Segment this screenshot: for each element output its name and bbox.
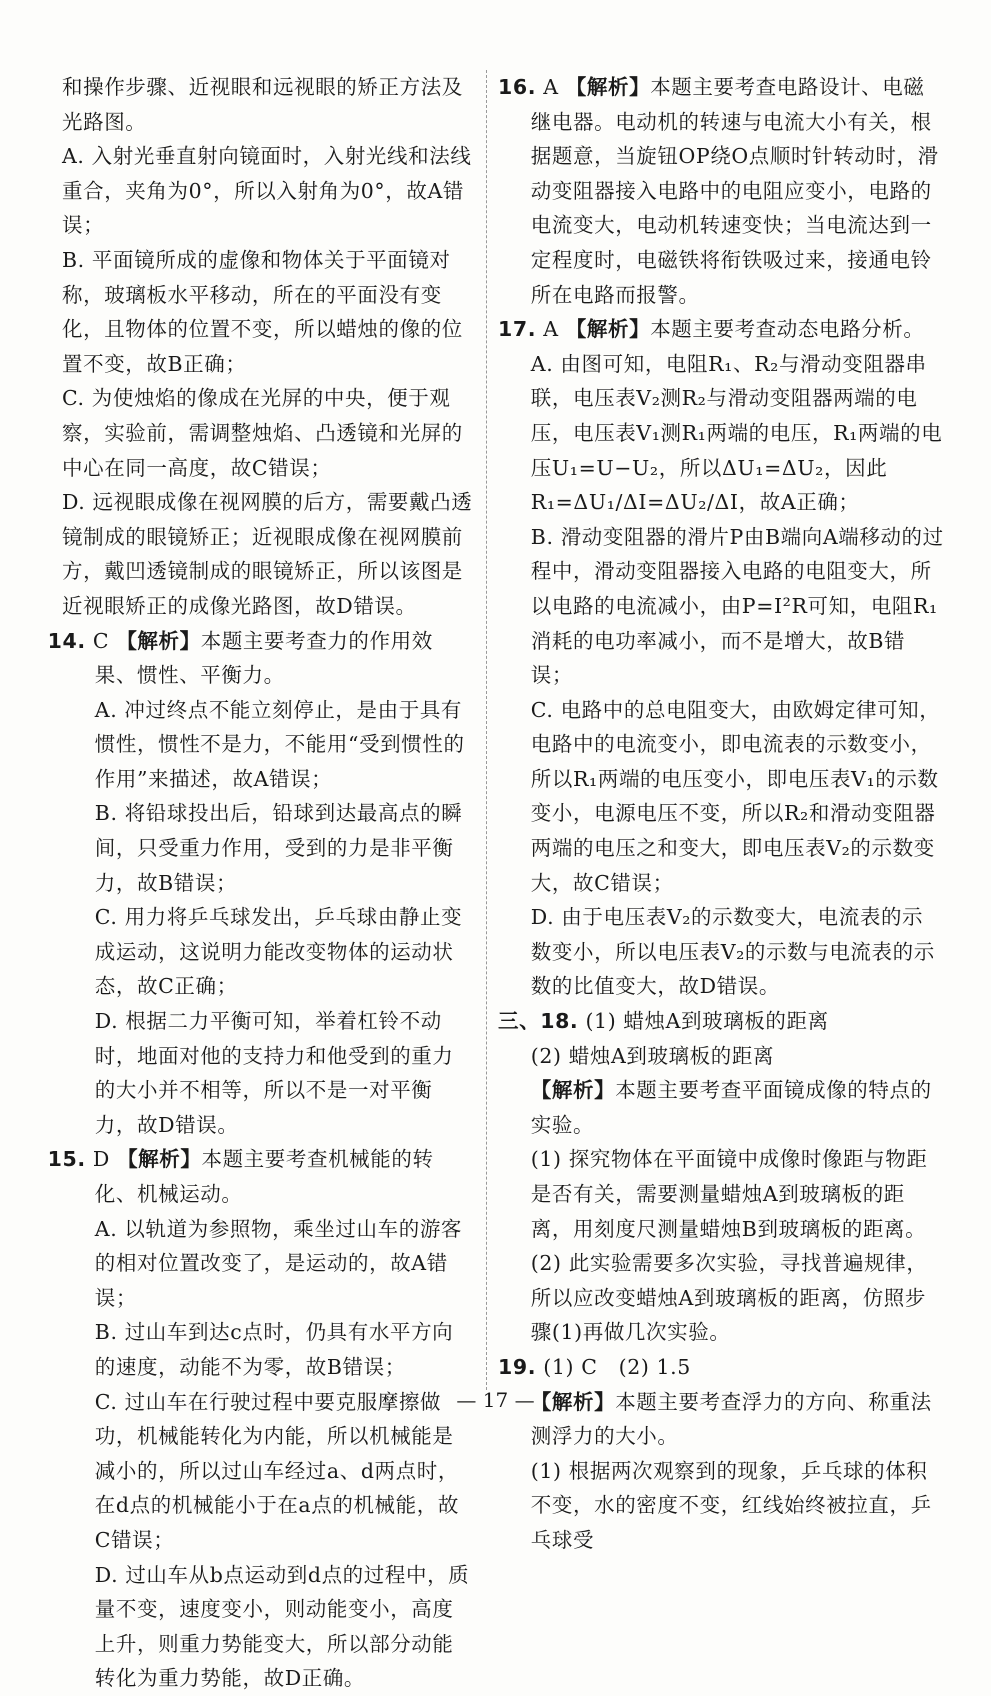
q15-intro: 本题主要考查机械能的转化、机械运动。 xyxy=(94,1147,434,1206)
q17-intro: 本题主要考查动态电路分析。 xyxy=(650,317,925,342)
q16-answer: A xyxy=(543,75,559,99)
q18-item-2: (2) 此实验需要多次实验，寻找普遍规律，所以应改变蜡烛A到玻璃板的距离，仿照步骤(1)再做几次实验。 xyxy=(530,1251,928,1345)
q13-option-a: A. 入射光垂直射向镜面时，入射光线和法线重合，夹角为0°，所以入射角为0°，故A错误； xyxy=(62,144,472,238)
q18-analysis-intro xyxy=(498,1073,944,1142)
q15-option-b: B. 过山车到达c点时，仍具有水平方向的速度，动能不为零，故B错误； xyxy=(94,1320,454,1379)
q17-option-b: B. 滑动变阻器的滑片P由B端向A端移动的过程中，滑动变阻器接入电路的电阻变大，所以电路的电流减小，由P=I²R可知，电阻R₁消耗的电功率减小，而不是增大，故B错误； xyxy=(530,524,944,688)
q16-tag: 【解析】 xyxy=(565,75,651,99)
q15-tag: 【解析】 xyxy=(117,1147,202,1172)
q14-option-b: B. 将铅球投出后，铅球到达最高点的瞬间，只受重力作用，受到的力是非平衡力，故B错误； xyxy=(94,801,463,895)
q13-line: 和操作步骤、近视眼和远视眼的矫正方法及光路图。 xyxy=(62,75,463,134)
q15-header xyxy=(47,1142,474,1211)
q19-intro: 本题主要考查浮力的方向、称重法测浮力的大小。 xyxy=(530,1389,932,1449)
q14-header xyxy=(47,624,474,693)
q14-tag: 【解析】 xyxy=(116,628,201,653)
q16-block xyxy=(498,70,944,312)
q19-answer: (1) C (2) 1.5 xyxy=(543,1354,691,1379)
q19-tag: 【解析】 xyxy=(530,1389,616,1414)
q13-option-b: B. 平面镜所成的虚像和物体关于平面镜对称，玻璃板水平移动，所在的平面没有变化，且物体的位置不变，所以蜡烛的像的位置不变，故B正确； xyxy=(62,247,463,376)
q18-tag: 【解析】 xyxy=(530,1078,616,1103)
q18-header xyxy=(498,1004,944,1039)
q18-answer-1: (1) 蜡烛A到玻璃板的距离 xyxy=(585,1009,829,1034)
q17-number: 17. xyxy=(498,317,537,342)
left-column xyxy=(47,70,474,1696)
q19-item-1: (1) 根据两次观察到的现象，乒乓球的体积不变，水的密度不变，红线始终被拉直，乒乓球受 xyxy=(530,1458,932,1552)
q17-option-a: A. 由图可知，电阻R₁、R₂与滑动变阻器串联，电压表V₂测R₂与滑动变阻器两端的电压，电压表V₁测R₁两端的电压，R₁两端的电压U₁=U−U₂，所以ΔU₁=ΔU₂，因此R₁=ΔU₁/ΔI=ΔU₂/ΔI，故A正确； xyxy=(530,351,943,515)
section-3-label: 三、 xyxy=(498,1009,541,1034)
q16-number: 16. xyxy=(498,75,537,99)
q19-number: 19. xyxy=(498,1354,537,1379)
q18-item-1: (1) 探究物体在平面镜中成像时像距与物距是否有关，需要测量蜡烛A到玻璃板的距离，用刻度尺测量蜡烛B到玻璃板的距离。 xyxy=(530,1147,928,1241)
q15-option-a: A. 以轨道为参照物，乘坐过山车的游客的相对位置改变了，是运动的，故A错误； xyxy=(94,1216,463,1310)
column-divider xyxy=(486,70,487,1390)
q17-option-d: D. 由于电压表V₂的示数变大，电流表的示数变小，所以电压表V₂的示数与电流表的示数的比值变大，故D错误。 xyxy=(530,905,935,999)
q16-body: 本题主要考查电路设计、电磁继电器。电动机的转速与电流大小有关，根据题意，当旋钮OP绕O点顺时针转动时，滑动变阻器接入电路中的电阻应变小，电路的电流变大，电动机转速变快；当电流达到一定程度时，电磁铁将衔铁吸过来，接通电铃所在电路而报警。 xyxy=(530,75,939,307)
q17-tag: 【解析】 xyxy=(565,317,651,342)
q14-number: 14. xyxy=(47,628,86,653)
q14-intro: 本题主要考查力的作用效果、惯性、平衡力。 xyxy=(94,628,433,688)
q17-option-c: C. 电路中的总电阻变大，由欧姆定律可知，电路中的电流变小，即电流表的示数变小，所以R₁两端的电压变小，即电压表V₁的示数变小，电源电压不变，所以R₂和滑动变阻器两端的电压之和变大，即电压表V₂的示数变大，故C错误； xyxy=(530,697,941,895)
q15-option-d: D. 过山车从b点运动到d点的过程中，质量不变，速度变小，则动能变小，高度上升，则重力势能变大，所以部分动能转化为重力势能，故D正确。 xyxy=(94,1562,470,1691)
q18-answer-2: (2) 蜡烛A到玻璃板的距离 xyxy=(530,1043,775,1068)
right-column xyxy=(498,70,944,1558)
q15-option-c: C. 过山车在行驶过程中要克服摩擦做功，机械能转化为内能，所以机械能是减小的，所以过山车经过a、d两点时，在d点的机械能小于在a点的机械能，故C错误； xyxy=(94,1389,459,1552)
q14-option-a: A. 冲过终点不能立刻停止，是由于具有惯性，惯性不是力，不能用“受到惯性的作用”来描述，故A错误； xyxy=(94,697,465,791)
q19-header xyxy=(498,1350,944,1385)
q13-option-d: D. 远视眼成像在视网膜的后方，需要戴凸透镜制成的眼镜矫正；近视眼成像在视网膜前方，戴凹透镜制成的眼镜矫正，所以该图是近视眼矫正的成像光路图，故D错误。 xyxy=(62,490,473,618)
q17-header xyxy=(498,312,944,347)
q14-option-c: C. 用力将乒乓球发出，乒乓球由静止变成运动，这说明力能改变物体的运动状态，故C正确； xyxy=(94,905,463,999)
q13-option-c: C. 为使烛焰的像成在光屏的中央，便于观察，实验前，需调整烛焰、凸透镜和光屏的中心在同一高度，故C错误； xyxy=(62,386,463,480)
q18-number: 18. xyxy=(540,1009,579,1034)
q14-option-d: D. 根据二力平衡可知，举着杠铃不动时，地面对他的支持力和他受到的重力的大小并不相等，所以不是一对平衡力，故D错误。 xyxy=(94,1009,454,1137)
q14-answer: C xyxy=(92,628,110,653)
q18-intro: 本题主要考查平面镜成像的特点的实验。 xyxy=(530,1078,932,1137)
q15-answer: D xyxy=(92,1147,110,1172)
q15-number: 15. xyxy=(47,1147,86,1172)
page-number: — 17 — xyxy=(456,1388,535,1412)
q17-answer: A xyxy=(543,317,559,342)
